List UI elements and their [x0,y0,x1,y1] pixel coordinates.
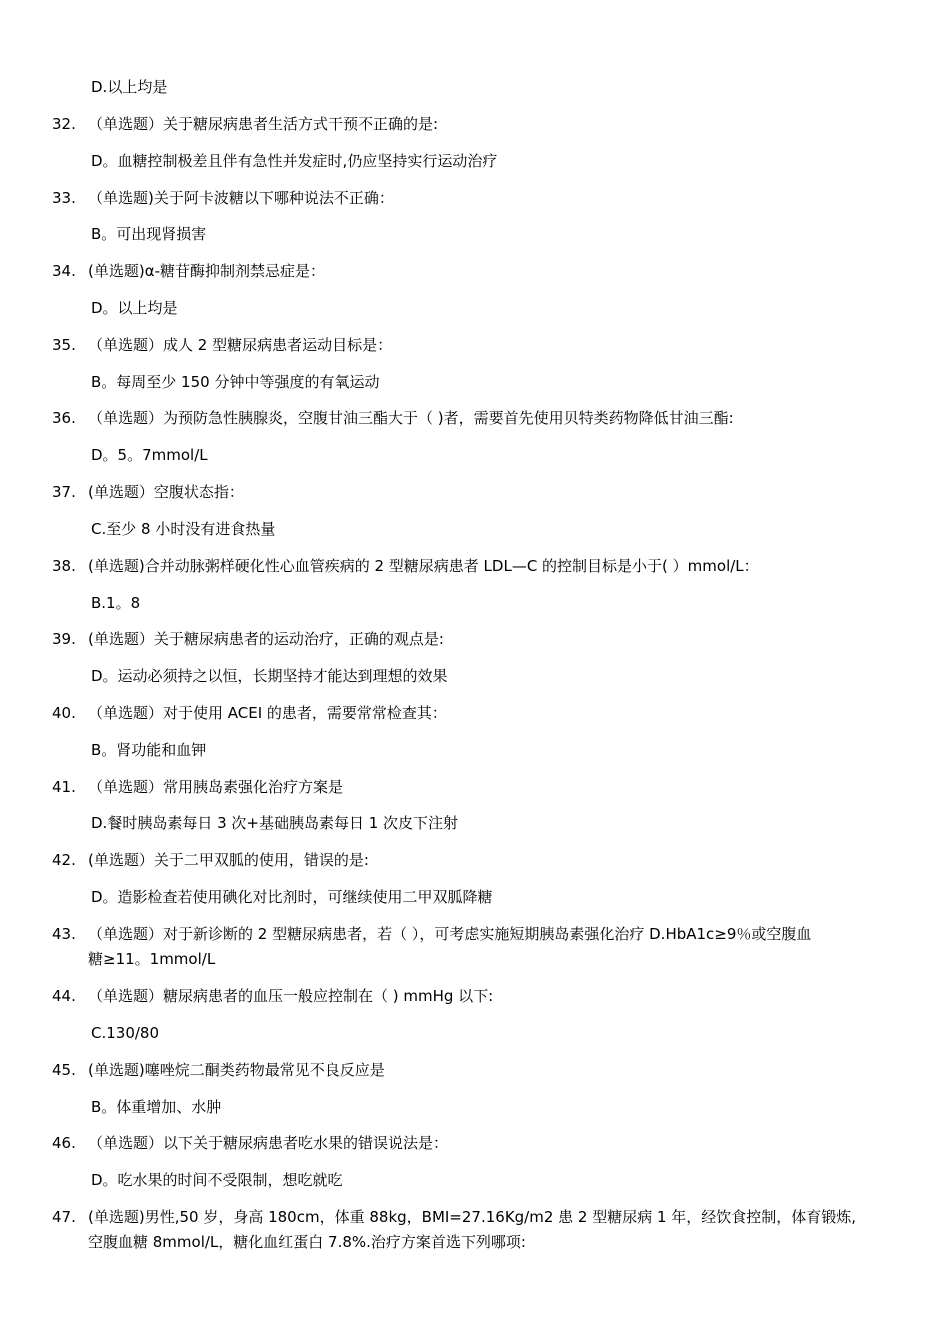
question-number: 34. [52,262,76,280]
answer-32: D。血糖控制极差且伴有急性并发症时,仍应坚持实行运动治疗 [91,152,498,170]
question-number: 46. [52,1134,76,1152]
question-text: (单选题)男性,50 岁，身高 180cm，体重 88kg，BMI=27.16Kg/m2 患 2 型糖尿病 1 年，经饮食控制，体育锻炼, [88,1208,857,1226]
answer-35: B。每周至少 150 分钟中等强度的有氧运动 [91,373,380,391]
answer-34: D。以上均是 [91,299,178,317]
answer-33: B。可出现肾损害 [91,225,207,243]
answer-46: D。吃水果的时间不受限制，想吃就吃 [91,1171,343,1189]
question-47-continuation: 空腹血糖 8mmol/L，糖化血红蛋白 7.8%.治疗方案首选下列哪项: [88,1233,526,1251]
question-number: 45. [52,1061,76,1079]
question-46 [52,1133,448,1153]
question-text: （单选题）糖尿病患者的血压一般应控制在（ ) mmHg 以下: [88,987,494,1005]
question-text: （单选题）为预防急性胰腺炎，空腹甘油三酯大于（ )者，需要首先使用贝特类药物降低甘油三酯: [88,409,734,427]
question-43-continuation: 糖≥11。1mmol/L [88,950,216,968]
question-text: （单选题）关于糖尿病患者生活方式干预不正确的是: [88,115,439,133]
question-45 [52,1060,385,1080]
question-text: （单选题）对于使用 ACEI 的患者，需要常常检查其： [88,704,447,722]
question-number: 33. [52,189,76,207]
answer-45: B。体重增加、水肿 [91,1098,222,1116]
question-32 [52,114,438,134]
question-43 [52,924,811,944]
question-42 [52,850,369,870]
answer-41: D.餐时胰岛素每日 3 次+基础胰岛素每日 1 次皮下注射 [91,814,459,832]
question-text: （单选题）对于新诊断的 2 型糖尿病患者，若（ ），可考虑实施短期胰岛素强化治疗 D.HbA1c≥9％或空腹血 [88,925,812,943]
question-36 [52,408,734,428]
question-number: 40. [52,704,76,722]
question-text: (单选题)合并动脉粥样硬化性心血管疾病的 2 型糖尿病患者 LDL—C 的控制目标是小于( ）mmol/L： [88,557,759,575]
question-text: （单选题）以下关于糖尿病患者吃水果的错误说法是： [88,1134,449,1152]
question-number: 43. [52,925,76,943]
question-number: 35. [52,336,76,354]
question-text: (单选题）关于二甲双胍的使用，错误的是: [88,851,369,869]
question-40 [52,703,447,723]
question-text: (单选题）空腹状态指： [88,483,244,501]
question-44 [52,986,493,1006]
question-41 [52,777,343,797]
question-text: （单选题）成人 2 型糖尿病患者运动目标是： [88,336,393,354]
answer-37: C.至少 8 小时没有进食热量 [91,520,276,538]
question-47 [52,1207,856,1227]
question-text: (单选题)噻唑烷二酮类药物最常见不良反应是 [88,1061,385,1079]
answer-39: D。运动必须持之以恒，长期坚持才能达到理想的效果 [91,667,448,685]
question-34 [52,261,325,281]
question-number: 41. [52,778,76,796]
answer-31: D.以上均是 [91,78,168,96]
question-33 [52,188,394,208]
question-39 [52,629,444,649]
question-number: 42. [52,851,76,869]
question-number: 39. [52,630,76,648]
question-number: 47. [52,1208,76,1226]
answer-40: B。肾功能和血钾 [91,741,207,759]
question-38 [52,556,759,576]
answer-44: C.130/80 [91,1024,160,1042]
question-text: (单选题）关于糖尿病患者的运动治疗，正确的观点是: [88,630,444,648]
question-number: 44. [52,987,76,1005]
question-text: （单选题)关于阿卡波糖以下哪种说法不正确： [88,189,394,207]
question-text: （单选题）常用胰岛素强化治疗方案是 [88,778,344,796]
question-number: 37. [52,483,76,501]
answer-36: D。5。7mmol/L [91,446,208,464]
question-37 [52,482,244,502]
question-text: (单选题)α-糖苷酶抑制剂禁忌症是： [88,262,326,280]
question-number: 32. [52,115,76,133]
question-number: 36. [52,409,76,427]
answer-38: B.1。8 [91,594,141,612]
question-35 [52,335,392,355]
question-number: 38. [52,557,76,575]
answer-42: D。造影检查若使用碘化对比剂时，可继续使用二甲双胍降糖 [91,888,493,906]
